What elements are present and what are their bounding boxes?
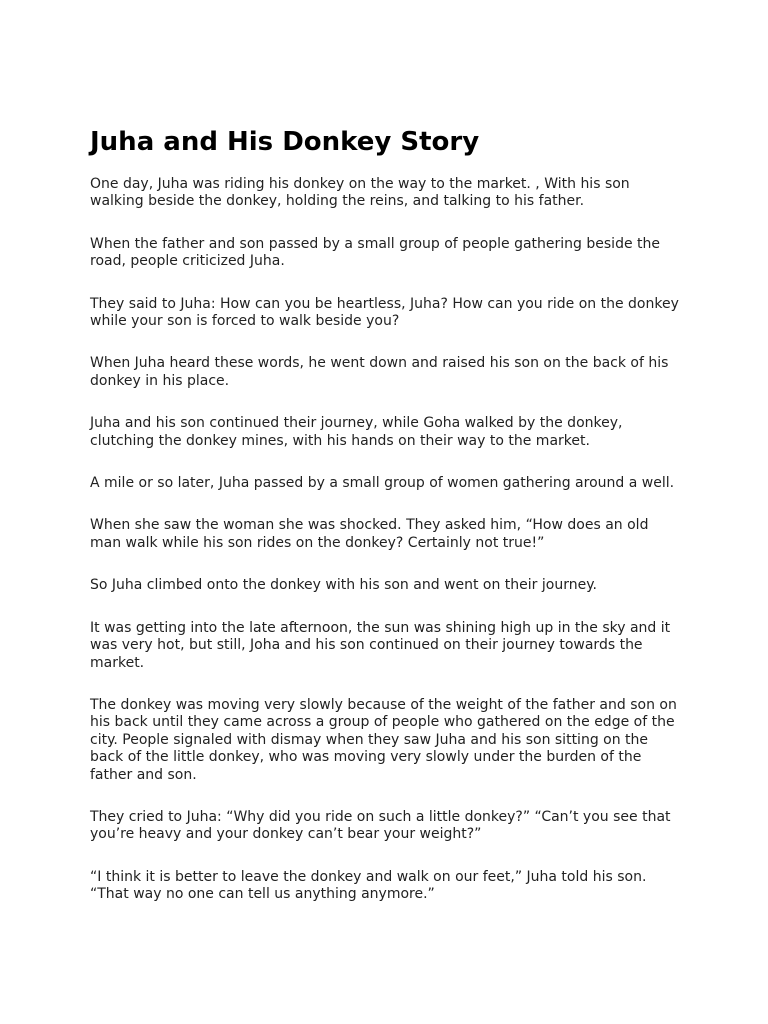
document-page: [90, 126, 680, 929]
paragraph: They cried to Juha: “Why did you ride on such a little donkey?” “Can’t you see that you’re heavy and your donkey can’t bear your weight?”: [90, 808, 671, 843]
paragraph: The donkey was moving very slowly because of the weight of the father and son on his back until they came across a group of people who gathered on the edge of the city. People signaled with dismay when they saw Juha and his son sitting on the back of the little donkey, who was moving very slowly under the burden of the father and son.: [90, 696, 677, 783]
paragraph: One day, Juha was riding his donkey on the way to the market. , With his son walking beside the donkey, holding the reins, and talking to his father.: [90, 176, 630, 210]
paragraph: So Juha climbed onto the donkey with his son and went on their journey.: [90, 577, 597, 594]
paragraph: When Juha heard these words, he went down and raised his son on the back of his donkey in his place.: [90, 355, 669, 389]
paragraph: A mile or so later, Juha passed by a small group of women gathering around a well.: [90, 475, 675, 492]
paragraph: Juha and his son continued their journey, while Goha walked by the donkey, clutching the donkey mines, with his hands on their way to the market.: [90, 415, 623, 449]
paragraph: It was getting into the late afternoon, the sun was shining high up in the sky and it was very hot, but still, Joha and his son continued on their journey towards the market.: [90, 619, 671, 671]
paragraph: When the father and son passed by a small group of people gathering beside the road, people criticized Juha.: [90, 235, 661, 270]
paragraph: They said to Juha: How can you be heartless, Juha? How can you ride on the donkey while your son is forced to walk beside you?: [90, 295, 679, 330]
paragraph: When she saw the woman she was shocked. They asked him, “How does an old man walk while his son rides on the donkey? Certainly not true!”: [90, 517, 649, 551]
paragraph: “I think it is better to leave the donkey and walk on our feet,” Juha told his son. “That way no one can tell us anything anymore.”: [90, 868, 647, 903]
document-title: Juha and His Donkey Story: [90, 127, 480, 157]
